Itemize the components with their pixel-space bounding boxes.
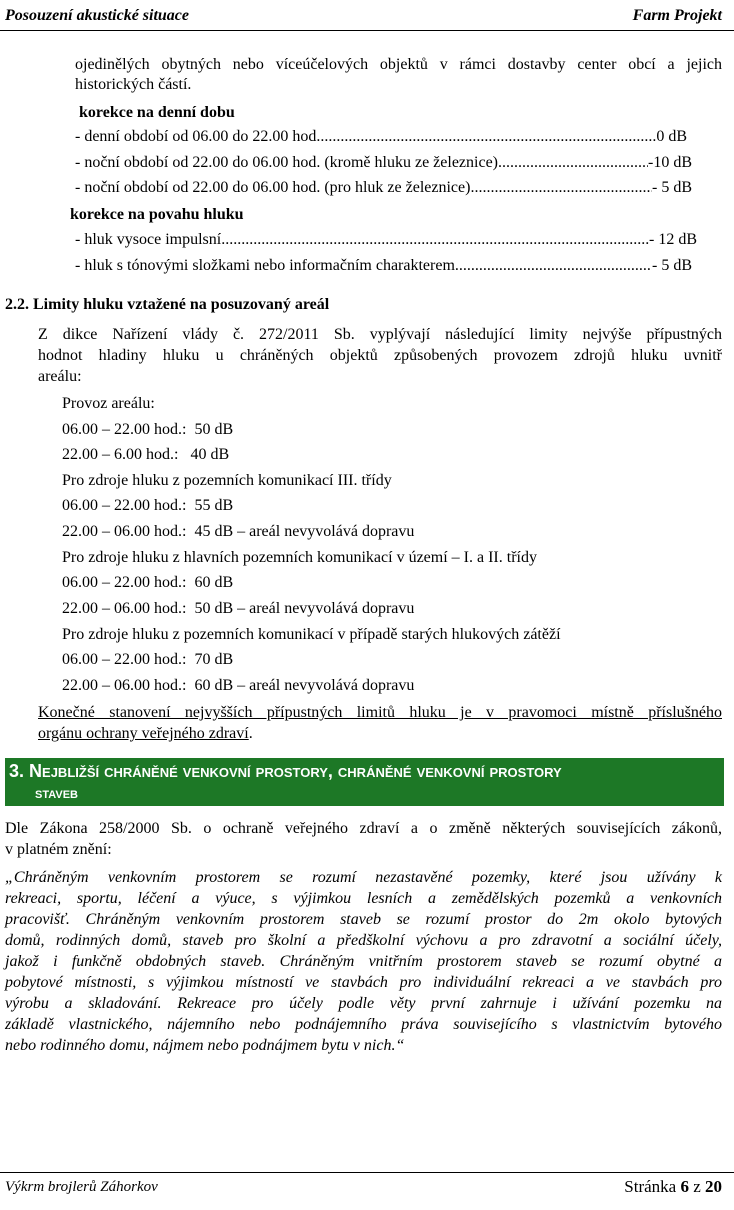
section-3-heading-bar: [5, 758, 724, 806]
limit-row: 06.00 – 22.00 hod.: 55 dB: [62, 497, 234, 514]
limit-row: 22.00 – 6.00 hod.: 40 dB: [62, 446, 230, 463]
limit-row: 22.00 – 06.00 hod.: 50 dB – areál nevyvolává dopravu: [62, 600, 415, 617]
dot-leader: [470, 178, 652, 198]
footer-page-number: [624, 1177, 722, 1197]
section-2-2-paragraph-line: hodnot hladiny hluku u chráněných objektů způsobených provozem zdrojů hluku uvnitř: [38, 347, 722, 364]
legal-quote-line: pobytové místnosti, s výjimkou místností ve stavbách pro individuální rekreaci a ve stavbách pro: [5, 974, 722, 991]
page-separator: z: [688, 1177, 705, 1196]
header-document-title: Posouzení akustické situace: [5, 7, 190, 24]
final-determination-period: .: [248, 725, 253, 742]
page-total: 20: [705, 1177, 722, 1196]
section-2-2-heading: 2.2. Limity hluku vztažené na posuzovaný areál: [5, 296, 330, 313]
limit-group-title: Pro zdroje hluku z hlavních pozemních komunikací v území – I. a II. třídy: [62, 549, 537, 566]
section-3-heading-line-2: staveb: [35, 785, 78, 802]
day-correction-row: [75, 153, 692, 173]
limit-row: 06.00 – 22.00 hod.: 70 dB: [62, 651, 234, 668]
legal-quote-line: základě vlastnického, nájemního nebo podnájemního práva souvisejícího s vlastnictvím bytového: [5, 1016, 722, 1033]
section-2-2-paragraph-line: areálu:: [38, 368, 82, 385]
legal-quote-line: rekreaci, sportu, léčení a výuce, s výjimkou lesních a zemědělských pozemků a venkovních: [5, 890, 722, 907]
correction-value: -10 dB: [648, 154, 692, 171]
correction-value: - 5 dB: [652, 179, 692, 196]
section-3-number: 3.: [9, 761, 25, 781]
dot-leader: [320, 127, 656, 147]
legal-quote-line: výrobu a skladování. Rekreace pro účely podle věty první zahrnuje i užívání pozemku na: [5, 995, 722, 1012]
day-correction-heading: korekce na denní dobu: [79, 104, 235, 121]
final-determination-line: [38, 724, 253, 744]
correction-label: - noční období od 22.00 do 06.00 hod. (pro hluk ze železnice): [75, 179, 471, 196]
section-3-title: Nejbližší chráněné venkovní prostory, chráněné venkovní prostory: [29, 761, 562, 781]
day-correction-row: [75, 127, 687, 147]
final-determination-authority: orgánu ochrany veřejného zdraví: [38, 725, 249, 742]
intro-line-1: ojedinělých obytných nebo víceúčelových objektů v rámci dostavby center obcí a jejich: [75, 56, 722, 73]
noise-type-heading: korekce na povahu hluku: [70, 206, 244, 223]
header-divider: [0, 30, 734, 31]
limit-group-title: Pro zdroje hluku z pozemních komunikací III. třídy: [62, 472, 392, 489]
dot-leader: [221, 230, 649, 250]
correction-value: - 12 dB: [649, 231, 697, 248]
limit-group-title: Provoz areálu:: [62, 395, 155, 412]
final-determination-line: Konečné stanovení nejvyšších přípustných limitů hluku je v pravomoci místně příslušného: [38, 704, 722, 721]
correction-label: - hluk s tónovými složkami nebo informačním charakterem: [75, 257, 455, 274]
noise-type-row: [75, 230, 697, 250]
limit-row: 06.00 – 22.00 hod.: 50 dB: [62, 421, 234, 438]
section-3-heading-line-1: [9, 759, 562, 783]
limit-row: 22.00 – 06.00 hod.: 45 dB – areál nevyvolává dopravu: [62, 523, 415, 540]
correction-value: - 5 dB: [652, 257, 692, 274]
correction-value: 0 dB: [656, 128, 687, 145]
dot-leader: [498, 153, 648, 173]
legal-quote-line: pracovišť. Chráněným venkovním prostorem staveb se rozumí prostor do 2m okolo bytových: [5, 911, 722, 928]
intro-line-2: historických částí.: [75, 76, 192, 93]
page-current: 6: [680, 1177, 689, 1196]
dot-leader: [455, 256, 652, 276]
correction-label: - noční období od 22.00 do 06.00 hod. (kromě hluku ze železnice): [75, 154, 498, 171]
header-company-name: Farm Projekt: [632, 7, 722, 24]
section-3-intro-line: Dle Zákona 258/2000 Sb. o ochraně veřejného zdraví a o změně některých souvisejících zákonů,: [5, 820, 722, 837]
limit-row: 06.00 – 22.00 hod.: 60 dB: [62, 574, 234, 591]
page-prefix: Stránka: [624, 1177, 681, 1196]
footer-project-name: Výkrm brojlerů Záhorkov: [5, 1179, 158, 1195]
limit-group-title: Pro zdroje hluku z pozemních komunikací v případě starých hlukových zátěží: [62, 626, 561, 643]
noise-type-row: [75, 256, 692, 276]
section-2-2-paragraph-line: Z dikce Nařízení vlády č. 272/2011 Sb. vyplývají následující limity nejvýše přípustných: [38, 326, 722, 343]
section-3-intro-line: v platném znění:: [5, 841, 112, 858]
correction-label: - hluk vysoce impulsní: [75, 231, 222, 248]
legal-quote-line: nebo rodinného domu, nájmem nebo podnájmem bytu v nich.“: [5, 1037, 405, 1054]
legal-quote-line: „Chráněným venkovním prostorem se rozumí nezastavěné pozemky, které jsou užívány k: [5, 869, 722, 886]
day-correction-row: [75, 178, 692, 198]
legal-quote-line: jakož i funkčně obdobných staveb. Chráněným vnitřním prostorem staveb se rozumí obytné a: [5, 953, 722, 970]
correction-label: - denní období od 06.00 do 22.00 hod.: [75, 128, 321, 145]
footer-divider: [0, 1172, 734, 1173]
legal-quote-line: domů, rodinných domů, staveb pro školní a předškolní výchovu a pro zdravotní a sociální účely,: [5, 932, 722, 949]
limit-row: 22.00 – 06.00 hod.: 60 dB – areál nevyvolává dopravu: [62, 677, 415, 694]
